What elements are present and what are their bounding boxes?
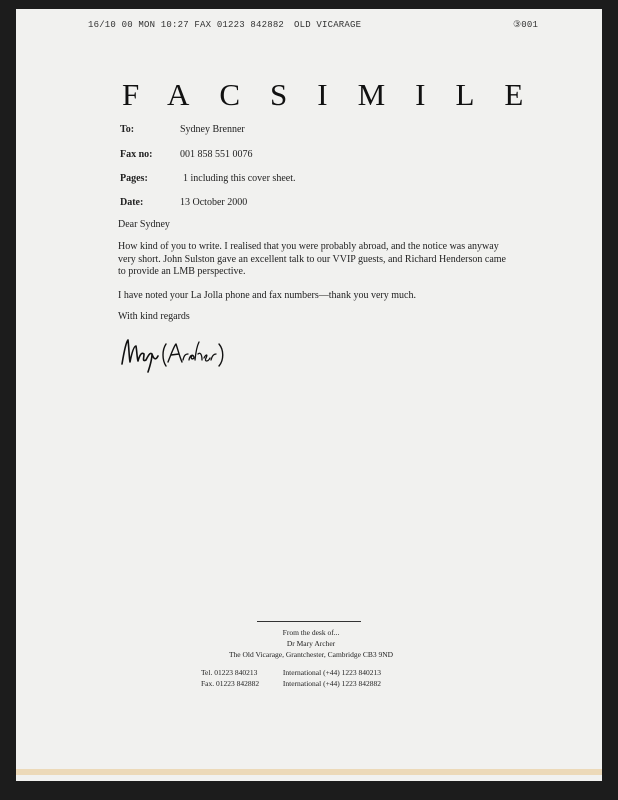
fax-header-timestamp: 16/10 00 MON 10:27 FAX 01223 842882: [88, 20, 285, 30]
date-value: 13 October 2000: [180, 197, 248, 208]
fax-no-value: 001 858 551 0076: [180, 149, 253, 160]
pages-value: 1 including this cover sheet.: [183, 173, 296, 184]
footer-from-line: From the desk of...: [282, 628, 340, 637]
fax-international: International (+44) 1223 842882: [282, 679, 382, 688]
pages-label: Pages:: [120, 173, 148, 184]
footer-address: The Old Vicarage, Grantchester, Cambridge CB3 9ND: [228, 650, 394, 659]
document-title: FACSIMILE: [122, 77, 554, 112]
date-label: Date:: [120, 197, 144, 208]
body-paragraph-1: How kind of you to write. I realised that you were probably abroad, and the notice was anyway very short. John Sulston gave an excellent talk to our VVIP guests, and Richard Henderson came to provide an LMB perspective.: [118, 241, 506, 277]
salutation: Dear Sydney: [118, 219, 170, 230]
signature-mark: [120, 334, 230, 374]
fax-header-page-number: ③001: [513, 20, 539, 30]
tel-local: Tel. 01223 840213: [201, 668, 258, 677]
closing: With kind regards: [118, 311, 190, 322]
paper-bottom-edge: [16, 769, 602, 775]
fax-local: Fax. 01223 842882: [201, 679, 260, 688]
fax-no-label: Fax no:: [120, 149, 153, 160]
footer-divider: [257, 621, 361, 622]
tel-international: International (+44) 1223 840213: [282, 668, 382, 677]
fax-header-sender: OLD VICARAGE: [294, 20, 362, 30]
fax-page: [16, 9, 602, 781]
handwritten-signature: [120, 334, 230, 379]
footer-name: Dr Mary Archer: [286, 639, 336, 648]
footer-telephone: [201, 668, 381, 677]
body-paragraph-2: I have noted your La Jolla phone and fax numbers—thank you very much.: [118, 290, 416, 301]
to-label: To:: [120, 124, 135, 135]
to-value: Sydney Brenner: [180, 124, 245, 135]
footer-fax: [201, 679, 381, 688]
